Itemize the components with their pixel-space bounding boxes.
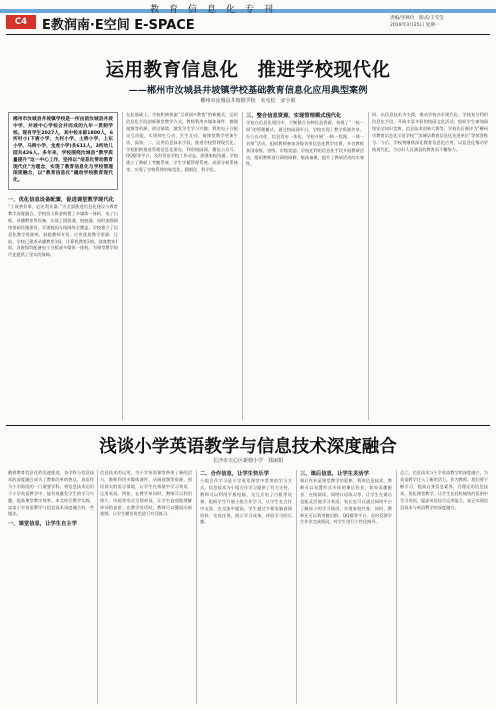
article2-heading-3: 三、课后信息，让学生灵活学 <box>300 471 369 477</box>
edition-info <box>390 16 490 29</box>
article1-col1-text: “工欲善其事，必先利其器。”为全面推进信息化建设与教育教学深度融合，学校投入资金购置了多媒体一体机、电子白板、录播教室等设备，实现了班班通、校校通。同时加强网络基础设施建设，实现校园无线网络全覆盖。学校建立了信息化教学资源库，鼓励教师开发、应用优质教学资源。目前，学校已建成录播教室1间、计算机教室2间、创客教室1间，各班级均配备电子白板或多媒体一体机，为课堂教学现代化提供了坚实的保障。 <box>8 204 118 258</box>
article2-column-3 <box>200 470 292 704</box>
article2-col-c-text: 小组合作学习是小学英语课堂中常用的学习方式。信息技术为小组合作学习提供了有力支持。教师可以利用平板电脑、交互式电子白板等设备，组织学生开展小组合作学习，让学生在合作中交流、在交流中提高。学生通过平板电脑查阅资料、完成任务，展示学习成果，体验学习的乐趣。 <box>200 478 292 525</box>
article1-heading-1: 一、优化信息设备配置，促进课堂教学现代化 <box>8 197 114 203</box>
article2-column-2 <box>100 470 192 704</box>
article2-heading-1: 一、课堂信息，让学生自主学 <box>8 521 77 528</box>
article1-column-4 <box>372 112 488 420</box>
article2-col-d-text: 课后作业是课堂教学的延伸。利用信息技术，教师可以布置形式多样的课后作业，如英语趣配音、在线阅读、网络口语练习等，让学生在课后也能灵活地学习英语。家长也可以通过网络平台了解孩子的学习情况，实现家校共育。同时，教师还可以利用微信群、QQ群等平台，及时反馈学生作业完成情况，对学生进行个性化指导。 <box>300 478 392 525</box>
article1-column-3 <box>246 112 364 420</box>
article2-column-1 <box>8 470 94 704</box>
article1-heading-3: 三、整合信息资源，实现管理模式现代化 <box>246 113 342 119</box>
page-number-badge: C4 <box>6 15 36 29</box>
newspaper-title: 教育信息化专刊 <box>150 5 284 15</box>
masthead-rule <box>6 34 490 35</box>
article2-byline: 长沙市天心区新塘小学 郑丽娟 <box>212 458 283 464</box>
column-divider <box>97 470 98 704</box>
article2-col-b-text: 信息技术的运用，为小学英语课堂带来了新的活力。教师利用多媒体课件、动画视频等资源，创设真实的语言情境，让学生在情境中学习英语、运用英语。例如，在教学单词时，教师可以利用图片、动画等形式呈现单词，让学生直观地理解单词的意思；在教学对话时，教师可以播放动画视频，让学生模仿角色进行对话练习。 <box>100 470 192 517</box>
article1-lead-box: 郴州市汝城县井坡镇学校是一所由前汝城县井坡中学、井坡中心学校合并而成的九年一贯制学校。现有学生2027人，其中校本部1800人，6所村小(下唐小学、大村小学、土桥小学、上东小学、马桥小学、龙虎小学)共611人，3所幼儿园共426人。多年来，学校围绕汝城县“教学质量提升”这一中心工作，坚持以“信息化带动教育现代化”为理念，实现了教育信息化与学校管理深度融合，以“教育信息化”撬动学校教育现代化。 <box>8 112 118 190</box>
article1-column-1 <box>8 196 118 420</box>
column-divider <box>368 112 369 420</box>
editor-line: 责编/李秋玲 版式/王雪莹 <box>390 16 444 21</box>
article2-heading-2: 二、合作信息，让学生快乐学 <box>200 471 269 477</box>
article2-title: 浅谈小学英语教学与信息技术深度融合 <box>99 437 397 457</box>
article2-col-e-text: 总之，信息技术与小学英语教学的深度融合，为英语教学注入了新的活力。作为教师，我们要不断学习，提高自身信息素养，合理运用信息技术，优化课堂教学，让学生在轻松愉快的氛围中学习英语，提高英语综合运用能力，真正实现信息技术与英语教学的深度融合。 <box>400 470 488 510</box>
section-title: E教润南·E空间 E-SPACE <box>42 18 195 33</box>
date-line: 2019年3月25日 星期一 <box>390 22 440 28</box>
column-divider <box>122 112 123 420</box>
article1-title: 运用教育信息化 推进学校现代化 <box>105 60 391 81</box>
masthead <box>0 0 496 38</box>
column-divider <box>296 470 297 704</box>
article2-column-5 <box>400 470 488 704</box>
article1-subtitle: ——郴州市汝城县井坡镇学校基础教育信息化应用典型案例 <box>128 85 368 96</box>
article1-column-2 <box>126 112 238 420</box>
article2-intro-text: 随着教育信息化的迅速推进，各学科与信息技术的深度融合成为了教育改革的热点。英语作为小学阶段的一门重要学科，将信息技术运用于小学英语教学中，能有效激发学生的学习兴趣，提高课堂教学效率。本文结合教学实践，谈谈小学英语教学与信息技术深度融合的一些做法。 <box>8 470 94 517</box>
article-separator <box>6 425 490 426</box>
column-divider <box>396 470 397 704</box>
article1-byline: 郴州市汝城县井坡镇学校 朱宪松 宋小娟 <box>200 98 296 104</box>
article1-col2-text: 在此基础上，学校积极探索“互联网+教育”的新模式，运用信息化手段创新课堂教学方式。教师利用多媒体课件、微课视频等资源，创设情境，激发学生学习兴趣；利用电子白板交互功能，实现师生互动、生生互动，使课堂教学更加生动、高效。二、运用信息技术手段，推进学校管理现代化。学校积极推进管理信息化建设，利用校园网、微信公众号、QQ群等平台，及时发布学校工作动态，加强家校沟通。学校建立了教职工考勤系统、学生学籍管理系统、成绩分析系统等，实现了学校管理的规范化、精细化、科学化。 <box>126 112 238 173</box>
article1-col3-text: 学校在信息化建设中，不断整合各种信息资源，构建了“一校一网”的管理模式。通过校园网平台，学校实现了教学资源共享、办公自动化、信息发布一体化。学校开展“一师一优课、一课一名师”活动，组织教师参加各级各类信息化教学比赛，多名教师获国家级、省级、市级奖励。学校还利用信息化手段开展教研活动，组织教师进行网络研修、集体备课，提升了教研活动的实效性。 <box>246 120 364 167</box>
column-divider <box>242 112 243 420</box>
article2-column-4 <box>300 470 392 704</box>
column-divider <box>196 470 197 704</box>
article1-col4-text: 四、以信息技术为支撑，推动学校办学现代化。学校充分利用信息化手段，开展丰富多彩的校园文化活动，组织学生参加网络安全知识竞赛、信息技术创新大赛等。学校先后被评为“郴州市教育信息化示范学校”“汝城县教育信息化先进单位”等荣誉称号。今后，学校将继续深化教育信息化应用，以信息化推动学校现代化，为办好人民满意的教育而不懈努力。 <box>372 112 488 152</box>
